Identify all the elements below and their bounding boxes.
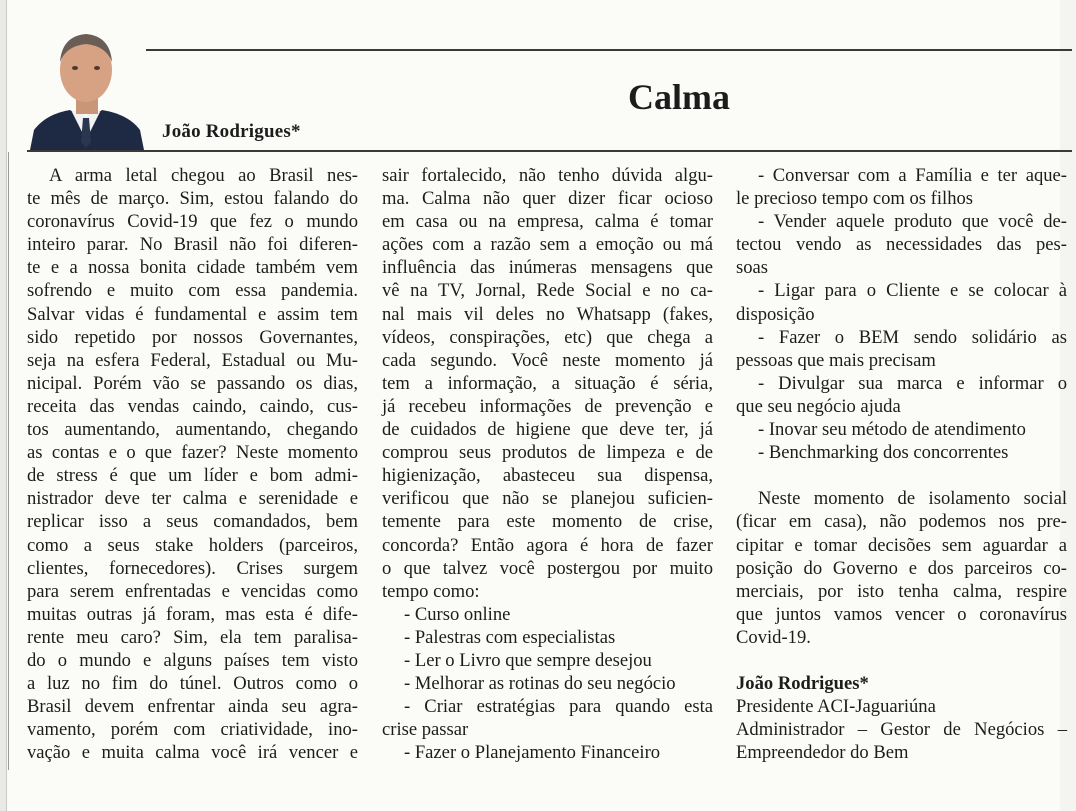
column-3	[736, 164, 1067, 764]
text-line: tem a informação, a situação é séria,	[382, 372, 713, 394]
text-line: verificou que não se planejou suficien-	[382, 488, 713, 510]
text-line: em casa ou na empresa, calma é tomar	[382, 211, 713, 233]
text-line: coronavírus Covid-19 que fez o mundo	[27, 211, 358, 233]
list-item: - Melhorar as rotinas do seu negócio	[404, 673, 676, 695]
text-line: do o mundo e alguns países tem visto	[27, 649, 358, 671]
text-line: vê na TV, Jornal, Rede Social e no ca-	[382, 280, 713, 302]
header-top-rule	[27, 49, 1072, 51]
list-item: - Fazer o Planejamento Financeiro	[404, 742, 661, 764]
text-line: vação e muita calma você irá vencer e	[27, 742, 358, 764]
text-line: Brasil devem enfrentar ainda seu agra-	[27, 696, 358, 718]
list-item: - Curso online	[404, 603, 511, 625]
text-line: te e a nossa bonita cidade também vem	[27, 257, 358, 279]
text-line: A arma letal chegou ao Brasil nes-	[49, 165, 358, 186]
text-line: sido repetido por nossos Governantes,	[27, 326, 358, 348]
text-line: a luz no fim do túnel. Outros como o	[27, 673, 358, 695]
list-item: - Criar estratégias para quando esta	[404, 696, 713, 718]
text-line: seja na esfera Federal, Estadual ou Mu-	[27, 349, 358, 371]
text-line: ma. Calma não quer dizer ficar ocioso	[382, 188, 713, 210]
text-line: as contas e o que fazer? Neste momento	[27, 442, 358, 464]
list-item: - Conversar com a Família e ter aque-	[758, 165, 1067, 186]
text-line: posição do Governo e dos parceiros co-	[736, 557, 1067, 579]
signature-role: Presidente ACI-Jaguariúna	[736, 696, 936, 718]
list-item-cont: disposição	[736, 303, 815, 325]
text-line: higienização, abasteceu sua dispensa,	[382, 465, 713, 487]
text-line: ações com a razão sem a emoção ou má	[382, 234, 713, 256]
spacer	[736, 464, 1067, 487]
text-line: inteiro parar. No Brasil não foi diferen-	[27, 234, 358, 256]
list-item-cont: tectou vendo as necessidades das pes-	[736, 234, 1067, 256]
text-line: nistrador deve ter calma e serenidade e	[27, 488, 358, 510]
text-line: de cuidados de higiene que deve ter, já	[382, 419, 713, 441]
list-item: - Fazer o BEM sendo solidário as	[758, 326, 1067, 348]
text-line: vamento, porém com criatividade, ino-	[27, 719, 358, 741]
author-photo	[26, 18, 146, 150]
text-line: cada segundo. Você neste momento já	[382, 349, 713, 371]
article-title: Calma	[628, 77, 730, 117]
list-item-cont: que seu negócio ajuda	[736, 395, 901, 417]
text-line: já recebeu informações de prevenção e	[382, 395, 713, 417]
list-item: - Ligar para o Cliente e se colocar à	[758, 280, 1067, 302]
text-line: sofrendo e muito com essa pandemia.	[27, 280, 358, 302]
list-item: - Palestras com especialistas	[404, 626, 616, 648]
text-line: merciais, por isto tenha calma, respire	[736, 580, 1067, 602]
text-line: te mês de março. Sim, estou falando do	[27, 188, 358, 210]
list-item-cont: crise passar	[382, 719, 469, 741]
margin-line	[8, 152, 9, 770]
list-item-cont: soas	[736, 257, 769, 279]
text-line: Salvar vidas é fundamental e assim tem	[27, 303, 358, 325]
text-line: receita das vendas caindo, caindo, cus-	[27, 395, 358, 417]
list-item: - Benchmarking dos concorrentes	[758, 442, 1009, 464]
text-line: muitas outras já foram, mas esta é dife-	[27, 603, 358, 625]
list-item: - Ler o Livro que sempre desejou	[404, 649, 652, 671]
text-line: cipitar e tomar decisões sem aguardar a	[736, 534, 1067, 556]
signature-name: João Rodrigues*	[736, 673, 869, 695]
text-line: nal mais vil deles no Whatsapp (fakes,	[382, 303, 713, 325]
text-line: Neste momento de isolamento social	[758, 488, 1067, 510]
text-line: como a seus stake holders (parceiros,	[27, 534, 358, 556]
list-item-cont: pessoas que mais precisam	[736, 349, 936, 371]
text-line: comprou seus produtos de limpeza e de	[382, 442, 713, 464]
text-line: temente para este momento de crise,	[382, 511, 713, 533]
spacer	[736, 649, 1067, 672]
text-line: clientes, fornecedores). Crises surgem	[27, 557, 358, 579]
text-line: rente meu caro? Sim, ela tem paralisa-	[27, 626, 358, 648]
text-line: (ficar em casa), não podemos nos pre-	[736, 511, 1067, 533]
text-line: tempo como:	[382, 580, 480, 602]
signature-line: Administrador – Gestor de Negócios –	[736, 719, 1067, 741]
text-line: replicar isso a seus comandados, bem	[27, 511, 358, 533]
header-bottom-rule	[27, 150, 1072, 152]
text-line: Covid-19.	[736, 626, 811, 648]
list-item-cont: le precioso tempo com os filhos	[736, 188, 974, 210]
list-item: - Vender aquele produto que você de-	[758, 211, 1067, 233]
page-edge	[0, 0, 7, 811]
text-line: tos aumentando, aumentando, chegando	[27, 419, 358, 441]
text-line: vídeos, conspirações, etc) que chega a	[382, 326, 713, 348]
text-line: sair fortalecido, não tenho dúvida algu-	[382, 165, 713, 186]
column-2	[382, 164, 713, 764]
list-item: - Inovar seu método de atendimento	[758, 419, 1026, 441]
text-line: nicipal. Porém vão se passando os dias,	[27, 372, 358, 394]
column-1	[27, 164, 358, 764]
byline: João Rodrigues*	[162, 121, 301, 142]
list-item: - Divulgar sua marca e informar o	[758, 372, 1067, 394]
text-line: que juntos vamos vencer o coronavírus	[736, 603, 1067, 625]
text-line: o que talvez você postergou por muito	[382, 557, 713, 579]
signature-line: Empreendedor do Bem	[736, 742, 909, 764]
text-line: influência das inúmeras mensagens que	[382, 257, 713, 279]
text-line: para serem enfrentadas e vencidas como	[27, 580, 358, 602]
text-line: de stress é que um líder e bom admi-	[27, 465, 358, 487]
text-line: concorda? Então agora é hora de fazer	[382, 534, 713, 556]
